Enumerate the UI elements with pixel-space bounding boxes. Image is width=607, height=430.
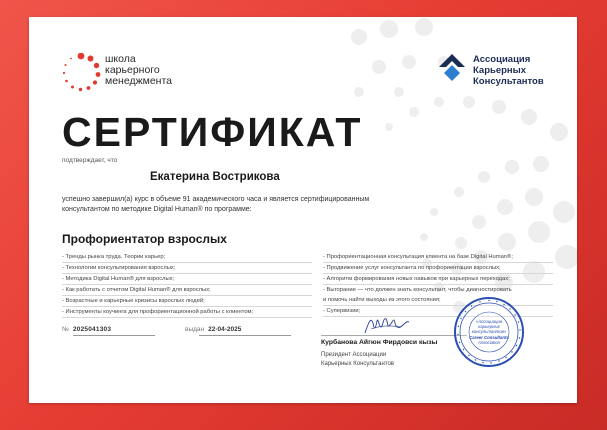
association-logo	[437, 53, 544, 88]
issue-date	[185, 326, 241, 333]
topic-item: - Продвижение услуг консультанта по профориентации взрослых;	[323, 263, 553, 274]
topic-item: - Алгоритм формирования новых навыков при карьерных переходах;	[323, 274, 553, 285]
certificate-number	[62, 326, 111, 333]
association-diamond-icon	[437, 53, 467, 83]
dots-ring-icon	[61, 53, 101, 93]
confirms-text: подтверждает, что	[62, 157, 118, 164]
topic-item: - Тренды рынка труда. Теории карьер;	[62, 252, 312, 263]
date-underline	[199, 335, 291, 336]
signer-name: Курбанова Айгюн Фирдовси кызы	[321, 339, 438, 346]
school-name: школа карьерного менеджмента	[105, 53, 173, 87]
course-description: успешно завершил(а) курс в объеме 91 академического часа и является сертифицированным консультантом по методике Digital Human® по программе:	[62, 196, 370, 213]
certificate-title: СЕРТИФИКАТ	[62, 109, 363, 155]
topic-item: - Выгорание — что должен знать консультант, чтобы диагностировать	[323, 287, 512, 293]
recipient-name: Екатерина Вострикова	[150, 171, 280, 183]
issued-value: 22-04-2025	[208, 326, 242, 333]
number-label: №	[62, 326, 69, 333]
signer-title: Президент Ассоциации Карьерных Консультантов	[321, 352, 394, 367]
signature-line	[321, 335, 467, 336]
topic-item: - Технологии консультирования взрослых;	[62, 263, 312, 274]
number-underline	[73, 335, 155, 336]
number-value: 2025041303	[72, 326, 112, 333]
topic-item: - Инструменты коучинга для профориентационной работы с клиентом;	[62, 307, 312, 318]
association-name: Ассоциация Карьерных Консультантов	[473, 54, 544, 87]
topic-item: - Как работать с отчетом Digital Human® для взрослых;	[62, 285, 312, 296]
certificate-paper	[29, 17, 577, 403]
program-title: Профориентатор взрослых	[62, 232, 227, 246]
topic-item: - Супервизии;	[323, 306, 553, 317]
topic-item: - Возрастные и карьерные кризисы взрослых людей;	[62, 296, 312, 307]
signature-icon	[361, 313, 411, 337]
stamp-text: «Ассоциация карьерных консультантов» Career Consultants Association	[469, 319, 509, 345]
issued-label: выдан	[185, 326, 205, 333]
topic-item: - Методика Digital Human® для взрослых;	[62, 274, 312, 285]
topic-item: и помочь найти выходы из этого состояния;	[323, 295, 553, 306]
topic-item: - Профориентационная консультация клиента на базе Digital Human®;	[323, 252, 553, 263]
association-stamp	[453, 296, 525, 373]
school-logo	[61, 53, 173, 98]
topics-list-left	[62, 252, 312, 318]
